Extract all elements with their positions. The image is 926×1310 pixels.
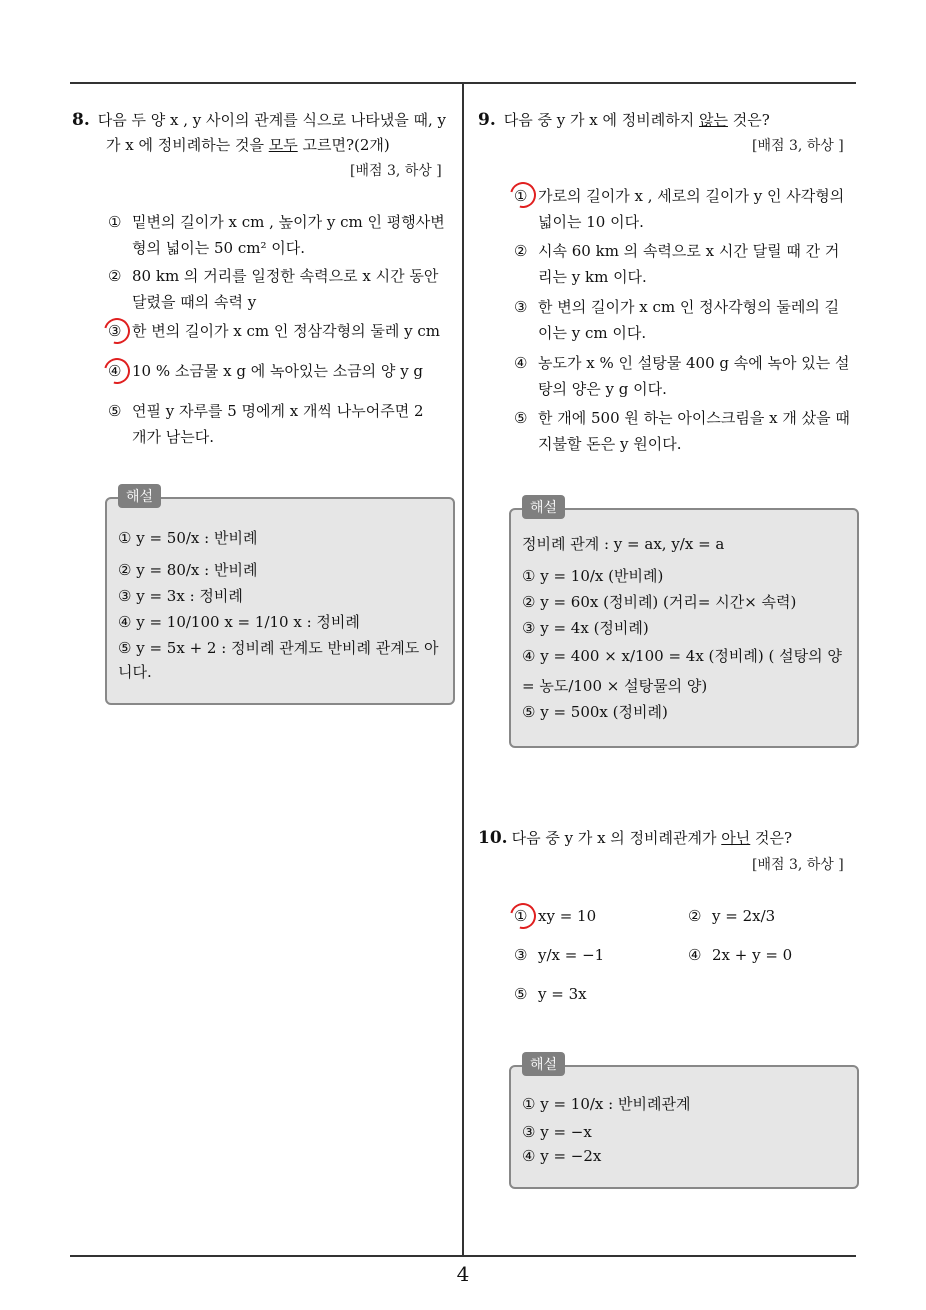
explanation-line: ⑤ y = 500x (정비례) <box>522 703 668 721</box>
score-label: [배점 3, 하상 ] <box>350 163 442 179</box>
question-number: 9. <box>478 110 496 130</box>
option-2[interactable]: ② 80 km 의 거리를 일정한 속력으로 x 시간 동안 달렸을 때의 속력 y <box>108 267 439 311</box>
question-number: 8. <box>72 110 90 130</box>
option-1[interactable]: ① xy = 10 <box>514 907 597 925</box>
explanation-line: ③ y = −x <box>522 1123 592 1141</box>
explanation-line: ① y = 10/x : 반비례관계 <box>522 1095 691 1113</box>
explanation-line: ③ y = 3x : 정비례 <box>118 587 243 605</box>
option-3[interactable]: ③ y/x = −1 <box>514 946 605 964</box>
explanation-line: ① y = 10/x (반비례) <box>522 567 664 585</box>
question-8: 8. 다음 두 양 x , y 사이의 관계를 식으로 나타냈을 때, y 가 x 에 정비례하는 것을 모두 고르면?(2개) <box>72 110 446 154</box>
question-number: 10. <box>478 828 508 848</box>
option-4[interactable]: ④ 2x + y = 0 <box>688 946 793 964</box>
option-2[interactable]: ② 시속 60 km 의 속력으로 x 시간 달릴 때 간 거 리는 y km 이다. <box>514 242 840 286</box>
option-3[interactable]: ③ 한 변의 길이가 x cm 인 정삼각형의 둘레 y cm <box>108 322 440 340</box>
option-1[interactable]: ① 가로의 길이가 x , 세로의 길이가 y 인 사각형의 넓이는 10 이다. <box>514 187 845 231</box>
bottom-rule <box>70 1255 856 1257</box>
option-3[interactable]: ③ 한 변의 길이가 x cm 인 정사각형의 둘레의 길 이는 y cm 이다. <box>514 298 840 342</box>
explanation-line: ① y = 50/x : 반비례 <box>118 529 258 547</box>
explanation-line: ⑤ y = 5x + 2 : 정비례 관계도 반비례 관계도 아 <box>118 639 439 657</box>
page-number: 4 <box>456 1262 470 1286</box>
explanation-line: ④ y = 10/100 x = 1/10 x : 정비례 <box>118 613 360 631</box>
explanation-line: 니다. <box>118 663 152 681</box>
option-5[interactable]: ⑤ 연필 y 자루를 5 명에게 x 개씩 나누어주면 2 개가 남는다. <box>108 402 424 446</box>
score-label: [배점 3, 하상 ] <box>752 138 844 154</box>
score-label: [배점 3, 하상 ] <box>752 857 844 873</box>
explanation-line: ② y = 80/x : 반비례 <box>118 561 258 579</box>
option-4[interactable]: ④ 10 % 소금물 x g 에 녹아있는 소금의 양 y g <box>108 362 424 380</box>
explanation-tag: 해설 <box>522 495 565 519</box>
explanation-line: 정비례 관계 : y = ax, y/x = a <box>522 535 725 553</box>
explanation-line: ③ y = 4x (정비례) <box>522 619 649 637</box>
option-1[interactable]: ① 밑변의 길이가 x cm , 높이가 y cm 인 평행사변 형의 넓이는 50 cm² 이다. <box>108 213 445 257</box>
option-4[interactable]: ④ 농도가 x % 인 설탕물 400 g 속에 녹아 있는 설 탕의 양은 y g 이다. <box>514 354 850 398</box>
explanation-line: ④ y = 400 × x/100 = 4x (정비례) ( 설탕의 양 <box>522 647 842 665</box>
option-5[interactable]: ⑤ 한 개에 500 원 하는 아이스크림을 x 개 샀을 때 지불할 돈은 y 원이다. <box>514 409 850 453</box>
option-2[interactable]: ② y = 2x/3 <box>688 907 776 925</box>
question-10: 10. 다음 중 y 가 x 의 정비례관계가 아닌 것은? <box>478 828 793 848</box>
explanation-line: ④ y = −2x <box>522 1147 602 1165</box>
explanation-line: ② y = 60x (정비례) (거리= 시간× 속력) <box>522 593 797 611</box>
question-text: 다음 두 양 x , y 사이의 관계를 식으로 나타냈을 때, y <box>97 111 446 129</box>
explanation-tag: 해설 <box>522 1052 565 1076</box>
explanation-line: = 농도/100 × 설탕물의 양) <box>522 677 708 695</box>
option-5[interactable]: ⑤ y = 3x <box>514 985 587 1003</box>
question-9: 9. 다음 중 y 가 x 에 정비례하지 않는 것은? <box>478 110 770 130</box>
column-divider <box>462 84 464 1256</box>
explanation-tag: 해설 <box>118 484 161 508</box>
